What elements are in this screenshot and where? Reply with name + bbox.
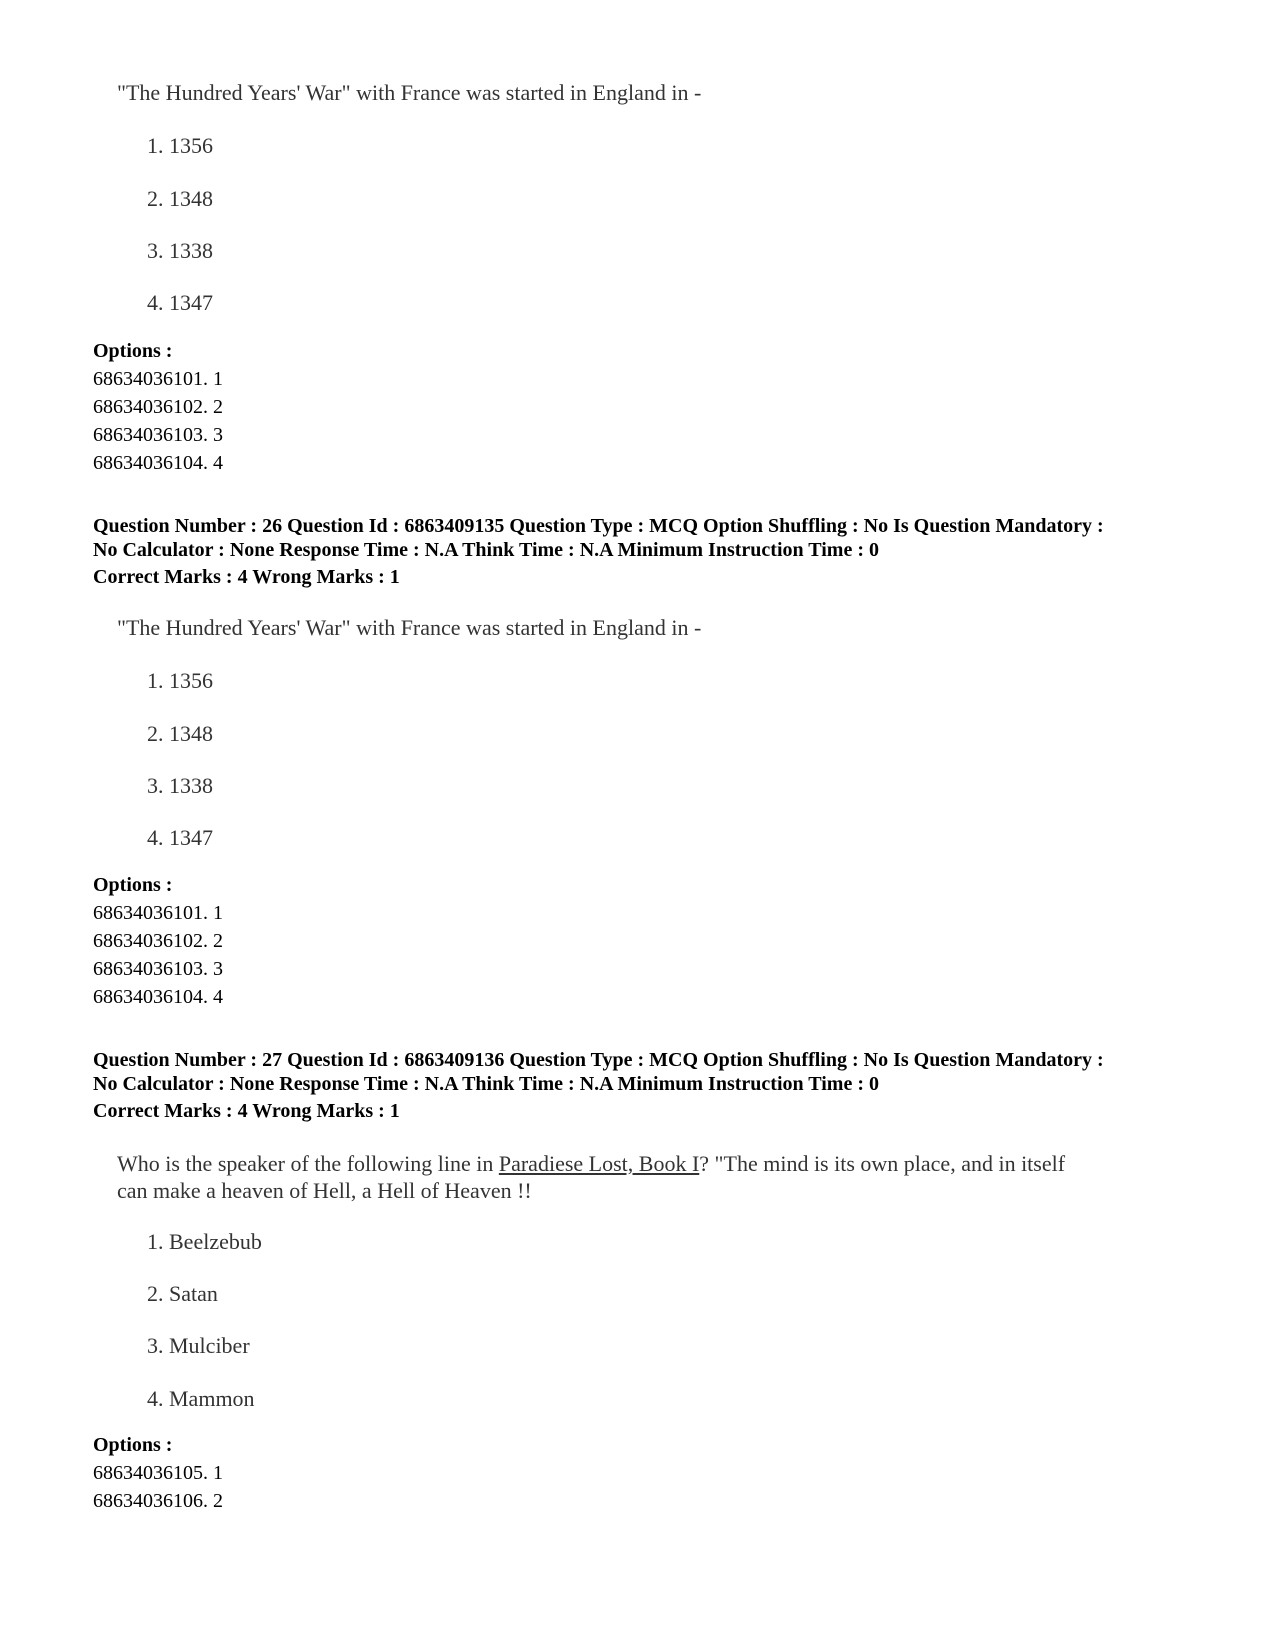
answer-choice: 1. Beelzebub [147,1229,262,1254]
question-text-post: ? "The mind is its own place, and in itself [699,1151,1066,1176]
answer-choice: 3. 1338 [147,238,213,263]
option-id: 68634036106. 2 [93,1490,223,1512]
options-label: Options : [93,340,173,362]
option-id: 68634036103. 3 [93,958,223,980]
question-meta [93,1048,1203,1096]
answer-choice: 4. Mammon [147,1386,255,1411]
marks-line: Correct Marks : 4 Wrong Marks : 1 [93,566,400,588]
answer-choice: 1. 1356 [147,133,213,158]
question-text: "The Hundred Years' War" with France was started in England in - [117,615,702,640]
question-text: "The Hundred Years' War" with France was started in England in - [117,80,702,105]
question-text-line1 [117,1150,1065,1177]
answer-choice: 2. 1348 [147,721,213,746]
question-text-pre: Who is the speaker of the following line in [117,1151,499,1176]
question-meta-line1: Question Number : 27 Question Id : 6863409136 Question Type : MCQ Option Shuffling : No Is Question Mandatory : [93,1049,1104,1071]
option-id: 68634036105. 1 [93,1462,223,1484]
option-id: 68634036102. 2 [93,930,223,952]
answer-choice: 4. 1347 [147,290,213,315]
question-meta-line2: No Calculator : None Response Time : N.A Think Time : N.A Minimum Instruction Time : 0 [93,539,879,561]
question-meta-line1: Question Number : 26 Question Id : 6863409135 Question Type : MCQ Option Shuffling : No Is Question Mandatory : [93,515,1104,537]
answer-choice: 2. Satan [147,1281,218,1306]
option-id: 68634036102. 2 [93,396,223,418]
options-label: Options : [93,1434,173,1456]
marks-line: Correct Marks : 4 Wrong Marks : 1 [93,1100,400,1122]
option-id: 68634036104. 4 [93,452,223,474]
answer-choice: 4. 1347 [147,825,213,850]
option-id: 68634036104. 4 [93,986,223,1008]
question-meta [93,514,1203,562]
option-id: 68634036101. 1 [93,902,223,924]
question-text-line2: can make a heaven of Hell, a Hell of Heaven !! [117,1178,532,1203]
option-id: 68634036101. 1 [93,368,223,390]
answer-choice: 3. 1338 [147,773,213,798]
book-title: Paradiese Lost, Book I [498,1151,700,1176]
answer-choice: 1. 1356 [147,668,213,693]
answer-choice: 2. 1348 [147,186,213,211]
question-text [117,1150,1065,1204]
options-label: Options : [93,874,173,896]
answer-choice: 3. Mulciber [147,1333,250,1358]
question-meta-line2: No Calculator : None Response Time : N.A Think Time : N.A Minimum Instruction Time : 0 [93,1073,879,1095]
option-id: 68634036103. 3 [93,424,223,446]
